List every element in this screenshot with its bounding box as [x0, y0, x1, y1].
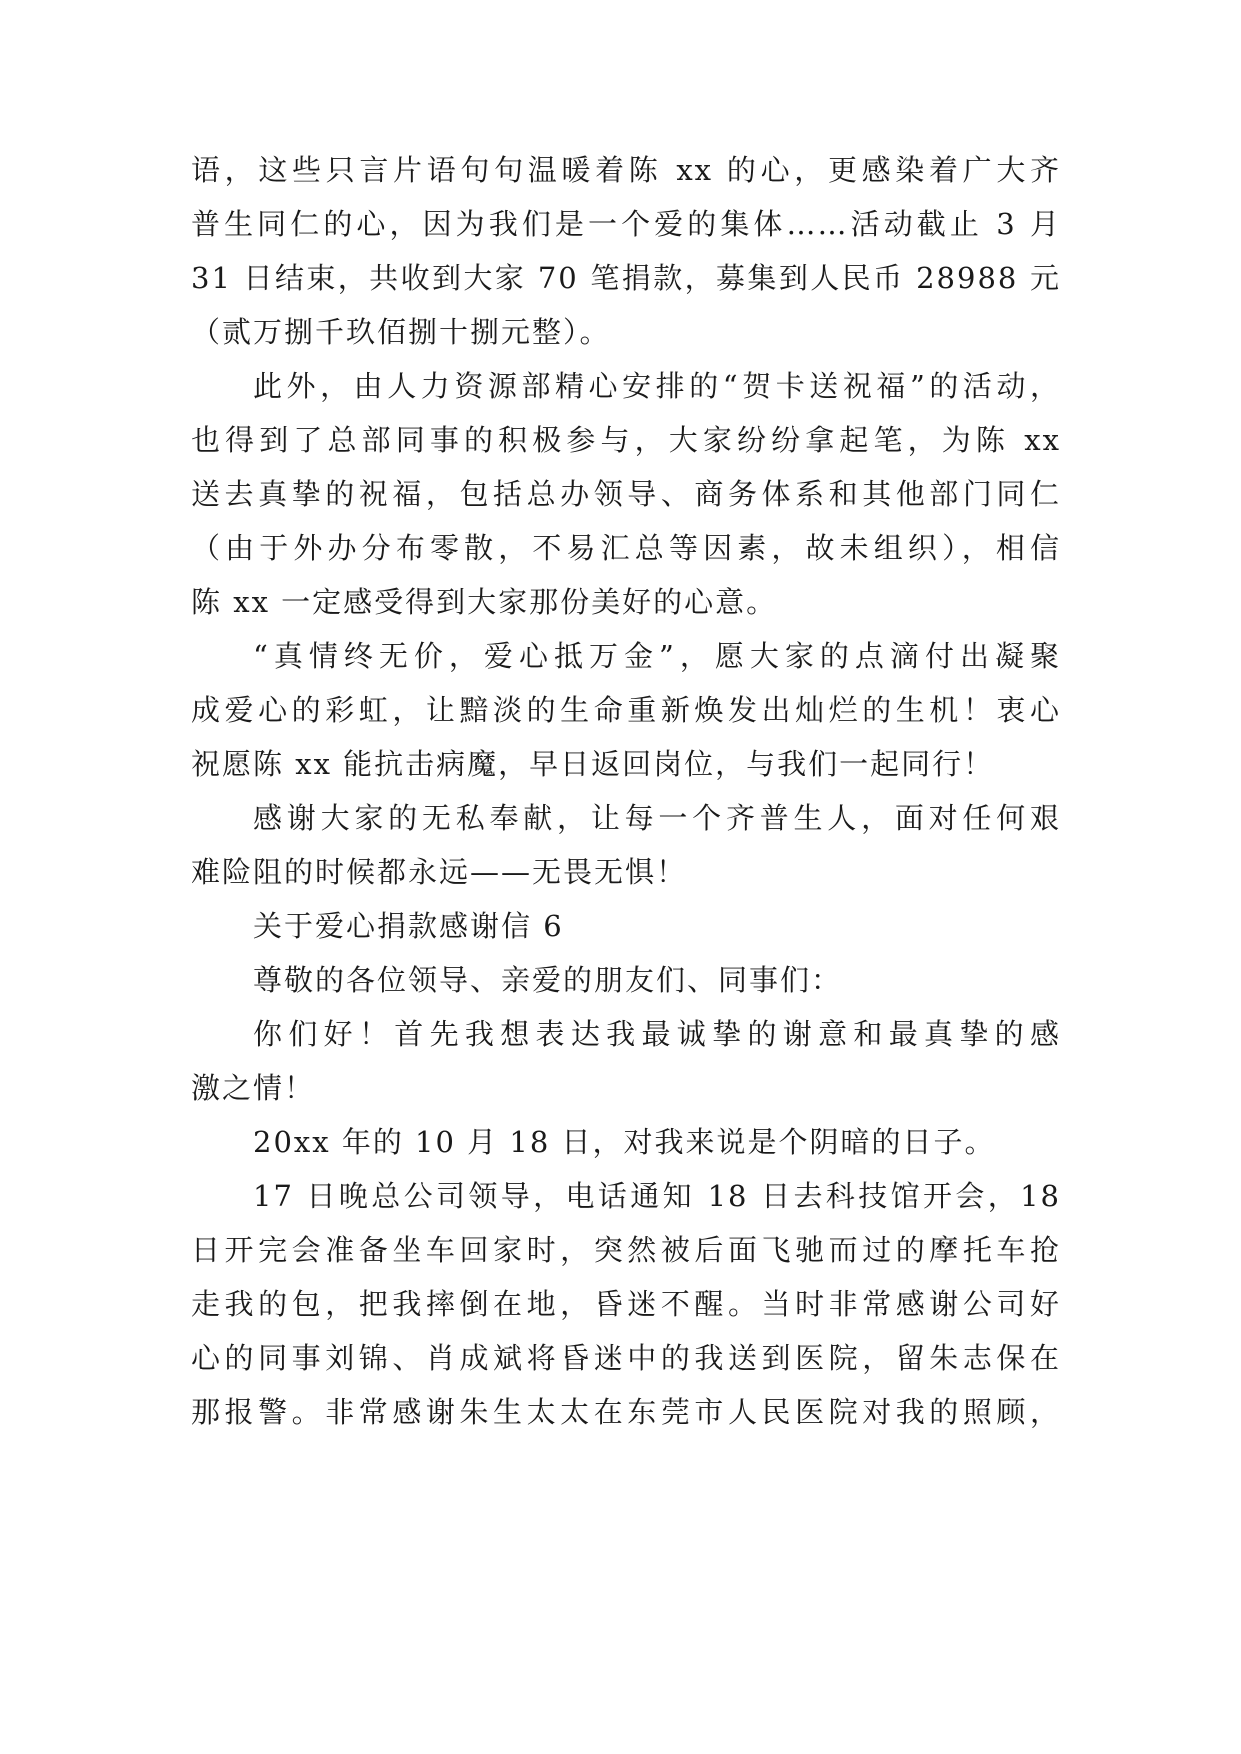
text-line: 此外，由人力资源部精心安排的“贺卡送祝福”的活动，	[253, 369, 1061, 403]
text-line: 难险阻的时候都永远——无畏无惧！	[191, 855, 688, 889]
text-line: 语，这些只言片语句句温暖着陈 xx 的心，更感染着广大齐	[191, 153, 1061, 187]
text-line: 成爱心的彩虹，让黯淡的生命重新焕发出灿烂的生机！衷心	[191, 693, 1061, 727]
text-line: 17 日晚总公司领导，电话通知 18 日去科技馆开会，18	[253, 1179, 1061, 1213]
text-line: “真情终无价，爱心抵万金”，愿大家的点滴付出凝聚	[253, 639, 1061, 673]
text-line: 心的同事刘锦、肖成斌将昏迷中的我送到医院，留朱志保在	[191, 1341, 1061, 1375]
text-line: （贰万捌千玖佰捌十捌元整）。	[191, 315, 611, 349]
text-line: 走我的包，把我摔倒在地，昏迷不醒。当时非常感谢公司好	[191, 1287, 1061, 1321]
text-line: 送去真挚的祝福，包括总办领导、商务体系和其他部门同仁	[191, 477, 1061, 511]
text-line: 也得到了总部同事的积极参与，大家纷纷拿起笔，为陈 xx	[191, 423, 1061, 457]
text-line: 你们好！首先我想表达我最诚挚的谢意和最真挚的感	[253, 1017, 1061, 1051]
text-line: 祝愿陈 xx 能抗击病魔，早日返回岗位，与我们一起同行！	[191, 747, 995, 781]
text-line: （由于外办分布零散，不易汇总等因素，故未组织），相信	[191, 531, 1061, 565]
text-line: 陈 xx 一定感受得到大家那份美好的心意。	[191, 585, 778, 619]
text-line: 激之情！	[191, 1071, 316, 1105]
text-line: 感谢大家的无私奉献，让每一个齐普生人，面对任何艰	[253, 801, 1061, 835]
text-line: 那报警。非常感谢朱生太太在东莞市人民医院对我的照顾，	[191, 1395, 1061, 1429]
text-line: 31 日结束，共收到大家 70 笔捐款，募集到人民币 28988 元	[191, 261, 1061, 295]
text-line: 日开完会准备坐车回家时，突然被后面飞驰而过的摩托车抢	[191, 1233, 1061, 1267]
section-heading: 关于爱心捐款感谢信 6	[253, 909, 564, 943]
text-line: 20xx 年的 10 月 18 日，对我来说是个阴暗的日子。	[253, 1125, 996, 1159]
text-line: 普生同仁的心，因为我们是一个爱的集体……活动截止 3 月	[191, 207, 1061, 241]
salutation: 尊敬的各位领导、亲爱的朋友们、同事们：	[253, 963, 843, 997]
